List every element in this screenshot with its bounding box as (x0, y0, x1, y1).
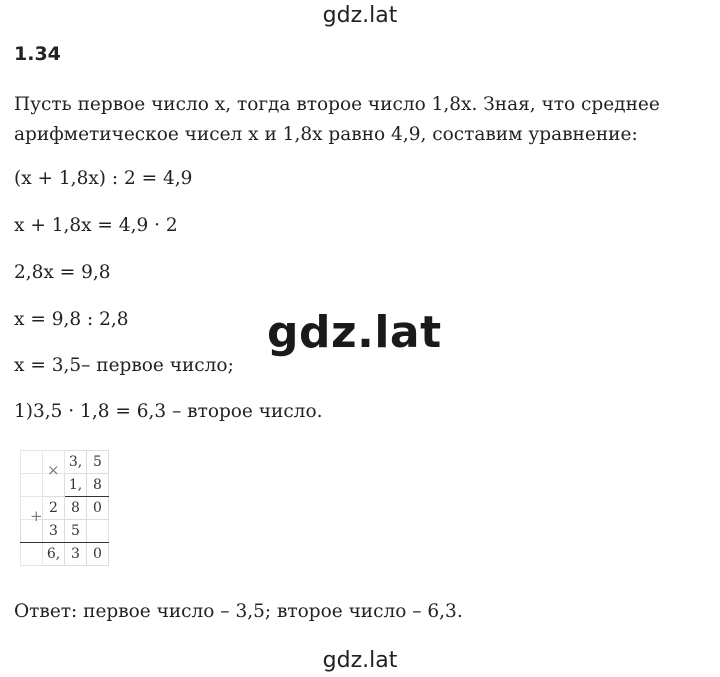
statement-line-1: Пусть первое число x, тогда второе число 1,8x. Зная, что среднее (14, 94, 660, 115)
digit: 0 (87, 543, 109, 566)
digit: 6, (43, 543, 65, 566)
cell (21, 543, 43, 566)
multiply-sign: × (43, 474, 65, 497)
cell (21, 451, 43, 474)
cell (87, 520, 109, 543)
equation-step-2: x + 1,8x = 4,9 · 2 (14, 215, 178, 236)
statement-line-2: арифметическое чисел x и 1,8x равно 4,9, составим уравнение: (14, 124, 638, 145)
digit: 0 (87, 497, 109, 520)
cell (21, 474, 43, 497)
equation-step-1: (x + 1,8x) : 2 = 4,9 (14, 168, 193, 189)
calculation-step-1: 1)3,5 · 1,8 = 6,3 – второе число. (14, 401, 323, 422)
digit: 5 (87, 451, 109, 474)
plus-sign: + (21, 520, 43, 543)
equation-step-5: x = 3,5– первое число; (14, 355, 234, 376)
problem-number: 1.34 (14, 43, 61, 65)
digit: 8 (65, 497, 87, 520)
watermark-center: gdz.lat (267, 307, 442, 358)
digit: 5 (65, 520, 87, 543)
column-multiplication (20, 450, 109, 566)
digit: 3 (65, 543, 87, 566)
watermark-top: gdz.lat (322, 3, 398, 28)
equation-step-4: x = 9,8 : 2,8 (14, 309, 129, 330)
equation-step-3: 2,8x = 9,8 (14, 262, 111, 283)
watermark-bottom: gdz.lat (322, 648, 398, 673)
digit: 1, (65, 474, 87, 497)
problem-statement (14, 90, 714, 150)
digit: 3, (65, 451, 87, 474)
digit: 3 (43, 520, 65, 543)
digit: 2 (43, 497, 65, 520)
answer-text: Ответ: первое число – 3,5; второе число – 6,3. (14, 601, 463, 622)
digit: 8 (87, 474, 109, 497)
